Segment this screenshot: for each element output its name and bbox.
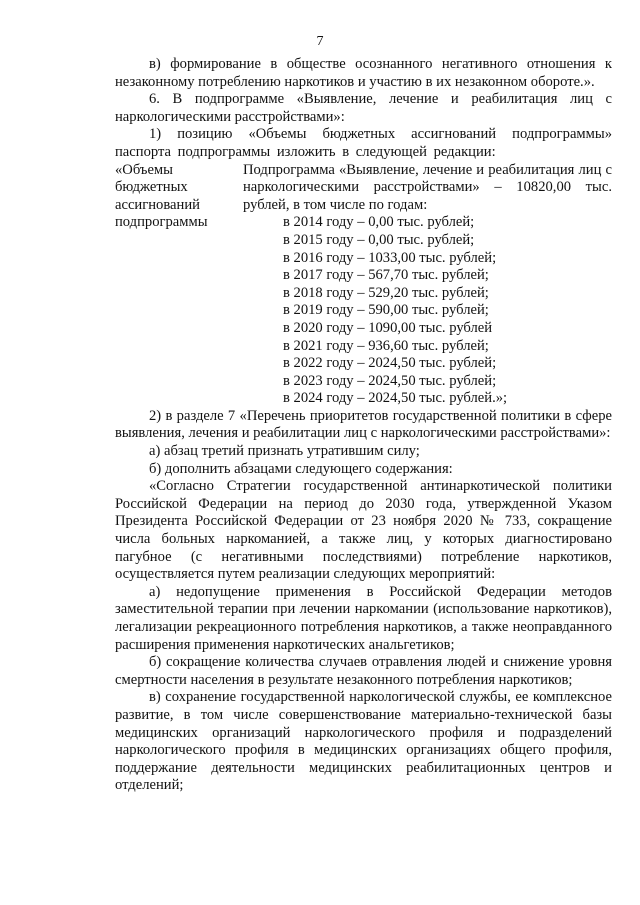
budget-year-line: в 2019 году – 590,00 тыс. рублей; (283, 302, 489, 319)
document-body (115, 56, 612, 795)
budget-year-line: в 2022 году – 2024,50 тыс. рублей; (283, 355, 497, 372)
paragraph-item-a: а) абзац третий признать утратившим силу; (149, 443, 420, 460)
paragraph-sub-b: б) сокращение количества случаев отравления людей и снижение уровня смертности населения в результате незаконного потребления наркотиков; (115, 654, 612, 688)
budget-year-line: в 2021 году – 936,60 тыс. рублей; (283, 337, 489, 354)
budget-years-list (243, 214, 612, 408)
budget-year-line: в 2015 году – 0,00 тыс. рублей; (283, 231, 475, 248)
budget-table-left-cell (115, 162, 243, 408)
left-cell-line: бюджетных (115, 179, 188, 196)
paragraph-sub-a: а) недопущение применения в Российской Федерации методов заместительной терапии при лечении наркомании (использование наркотиков), легализации рекреационного потребления наркотиков, а также неоправданного расширения применения наркотических анальгетиков; (115, 583, 612, 653)
left-cell-line: ассигнований (115, 196, 200, 213)
budget-year-line: в 2014 году – 0,00 тыс. рублей; (283, 214, 475, 231)
budget-table-right-cell (243, 162, 612, 408)
page-number: 7 (316, 34, 324, 49)
paragraph-sub-v: в) сохранение государственной наркологической службы, ее комплексное развитие, в том числе совершенствование материально-технической базы медицинских организаций наркологического профиля и подразделений наркологического профиля в медицинских организациях общего профиля, поддержание деятельности медицинских реабилитационных центров и отделений; (115, 689, 612, 794)
budget-year-line: в 2024 году – 2024,50 тыс. рублей.»; (283, 390, 508, 407)
paragraph-item-6-1: 1) позицию «Объемы бюджетных ассигнований подпрограммы» паспорта подпрограммы изложить в следующей редакции: (115, 126, 612, 160)
paragraph-item-6-2: 2) в разделе 7 «Перечень приоритетов государственной политики в сфере выявления, лечения и реабилитации лиц с наркологическими расстройствами»: (115, 407, 612, 442)
budget-intro: Подпрограмма «Выявление, лечение и реабилитация лиц с наркологическими расстройствами» – 10820,00 тыс. рублей, в том числе по годам: (243, 161, 612, 213)
paragraph-item-6: 6. В подпрограмме «Выявление, лечение и реабилитация лиц с наркологическими расстройствами»: (115, 91, 612, 125)
budget-year-line: в 2020 году – 1090,00 тыс. рублей (283, 319, 493, 336)
left-cell-line: «Объемы (115, 161, 173, 178)
budget-year-line: в 2017 году – 567,70 тыс. рублей; (283, 267, 489, 284)
budget-year-line: в 2016 году – 1033,00 тыс. рублей; (283, 249, 497, 266)
budget-year-line: в 2018 году – 529,20 тыс. рублей; (283, 284, 489, 301)
budget-table (115, 162, 612, 408)
paragraph-v-ending: в) формирование в обществе осознанного негативного отношения к незаконному потреблению наркотиков и участию в их незаконном обороте.». (115, 56, 612, 90)
left-cell-line: подпрограммы (115, 214, 208, 231)
paragraph-strategy-quote: «Согласно Стратегии государственной антинаркотической политики Российской Федерации на период до 2030 года, утвержденной Указом Президента Российской Федерации от 23 ноября 2020 № 733, сокращение числа больных наркоманией, а также лиц, у которых диагностировано пагубное (с негативными последствиями) потребление наркотиков, осуществляется путем реализации следующих мероприятий: (115, 478, 612, 583)
paragraph-item-b: б) дополнить абзацами следующего содержания: (149, 460, 453, 477)
budget-year-line: в 2023 году – 2024,50 тыс. рублей; (283, 372, 497, 389)
